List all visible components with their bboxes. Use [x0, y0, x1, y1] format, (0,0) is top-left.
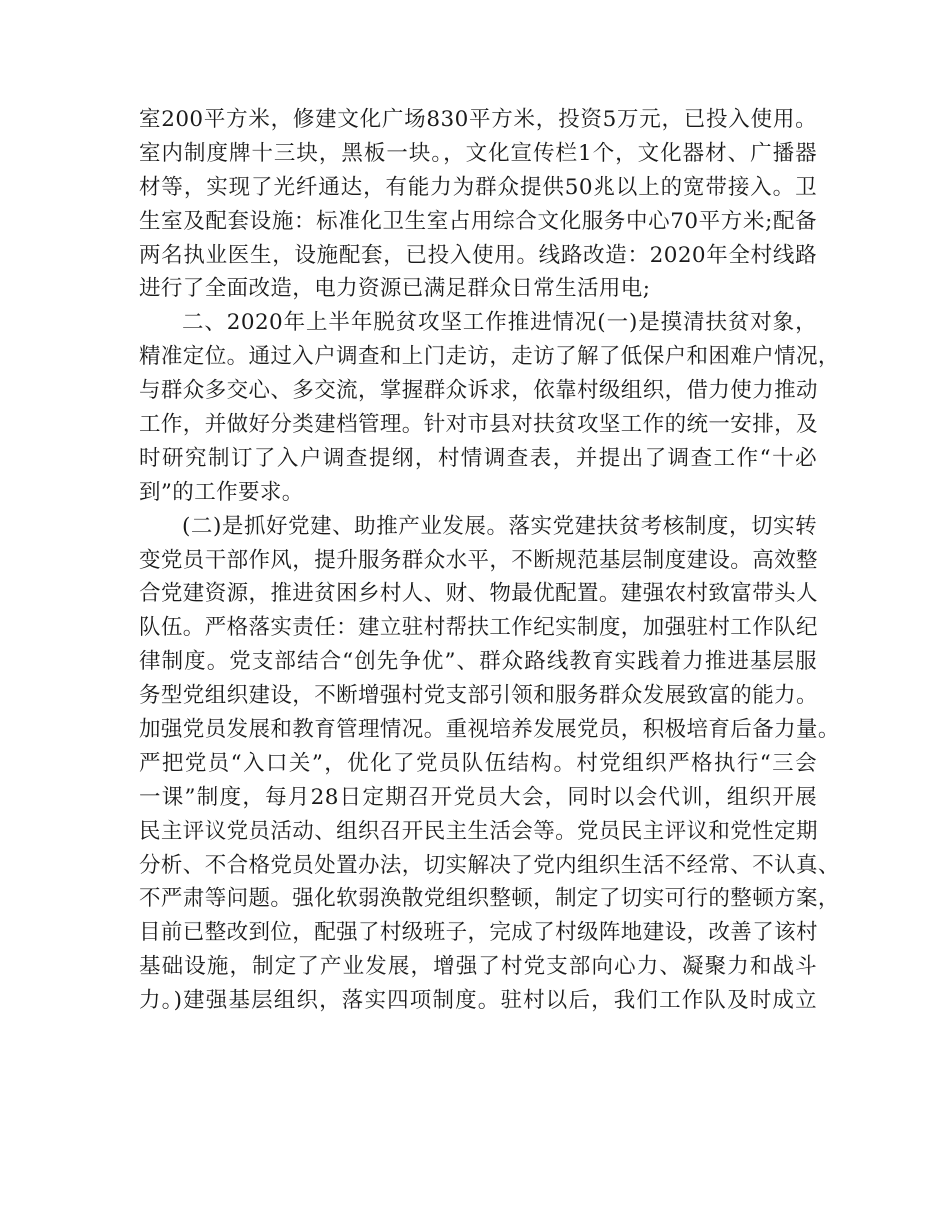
text-line: 分析、不合格党员处置办法，切实解决了党内组织生活不经常、不认真、 — [139, 852, 840, 878]
text-line: 一课”制度，每月28日定期召开党员大会，同时以会代训，组织开展 — [139, 784, 817, 810]
text-line: 室内制度牌十三块，黑板一块。，文化宣传栏1个，文化器材、广播器 — [139, 140, 817, 166]
text-line: 工作，并做好分类建档管理。针对市县对扶贫攻坚工作的统一安排，及 — [139, 412, 818, 438]
text-line: 目前已整改到位，配强了村级班子，完成了村级阵地建设，改善了该村 — [139, 920, 818, 946]
text-line: 合党建资源，推进贫困乡村人、财、物最优配置。建强农村致富带头人 — [139, 581, 818, 607]
text-line: 队伍。严格落实责任：建立驻村帮扶工作纪实制度，加强驻村工作队纪 — [139, 615, 818, 641]
text-line: 二、2020年上半年脱贫攻坚工作推进情况(一)是摸清扶贫对象， — [182, 310, 817, 336]
paragraph-party-building — [139, 510, 840, 1018]
text-line: 到”的工作要求。 — [139, 479, 304, 505]
paragraph-progress — [139, 306, 840, 509]
text-line: 不严肃等问题。强化软弱涣散党组织整顿，制定了切实可行的整顿方案， — [139, 886, 840, 912]
text-line: 基础设施，制定了产业发展，增强了村党支部向心力、凝聚力和战斗 — [139, 954, 817, 980]
text-line: (二)是抓好党建、助推产业发展。落实党建扶贫考核制度，切实转 — [182, 513, 817, 539]
text-line: 生室及配套设施：标准化卫生室占用综合文化服务中心70平方米;配备 — [139, 208, 817, 234]
text-line: 精准定位。通过入户调查和上门走访，走访了解了低保户和困难户情况， — [139, 344, 840, 370]
text-line: 两名执业医生，设施配套，已投入使用。线路改造：2020年全村线路 — [139, 242, 817, 268]
document-body — [139, 103, 840, 1018]
text-line: 时研究制订了入户调查提纲，村情调查表，并提出了调查工作“十必 — [139, 445, 817, 471]
text-line: 材等，实现了光纤通达，有能力为群众提供50兆以上的宽带接入。卫 — [139, 174, 817, 200]
text-line: 务型党组织建设，不断增强村党支部引领和服务群众发展致富的能力。 — [139, 683, 818, 709]
text-line: 室200平方米，修建文化广场830平方米，投资5万元，已投入使用。 — [139, 107, 817, 132]
text-line: 力。)建强基层组织，落实四项制度。驻村以后，我们工作队及时成立 — [139, 988, 817, 1014]
text-line: 与群众多交心、多交流，掌握群众诉求，依靠村级组织，借力使力推动 — [139, 378, 818, 404]
text-line: 民主评议党员活动、组织召开民主生活会等。党员民主评议和党性定期 — [139, 818, 818, 844]
text-line: 律制度。党支部结合“创先争优”、群众路线教育实践着力推进基层服 — [139, 649, 817, 675]
text-line: 严把党员“入口关”，优化了党员队伍结构。村党组织严格执行“三会 — [139, 750, 817, 776]
text-line: 进行了全面改造，电力资源已满足群众日常生活用电; — [139, 276, 651, 302]
text-line: 加强党员发展和教育管理情况。重视培养发展党员，积极培育后备力量。 — [139, 717, 840, 743]
paragraph-facilities — [139, 103, 817, 306]
text-line: 变党员干部作风，提升服务群众水平，不断规范基层制度建设。高效整 — [139, 547, 818, 573]
